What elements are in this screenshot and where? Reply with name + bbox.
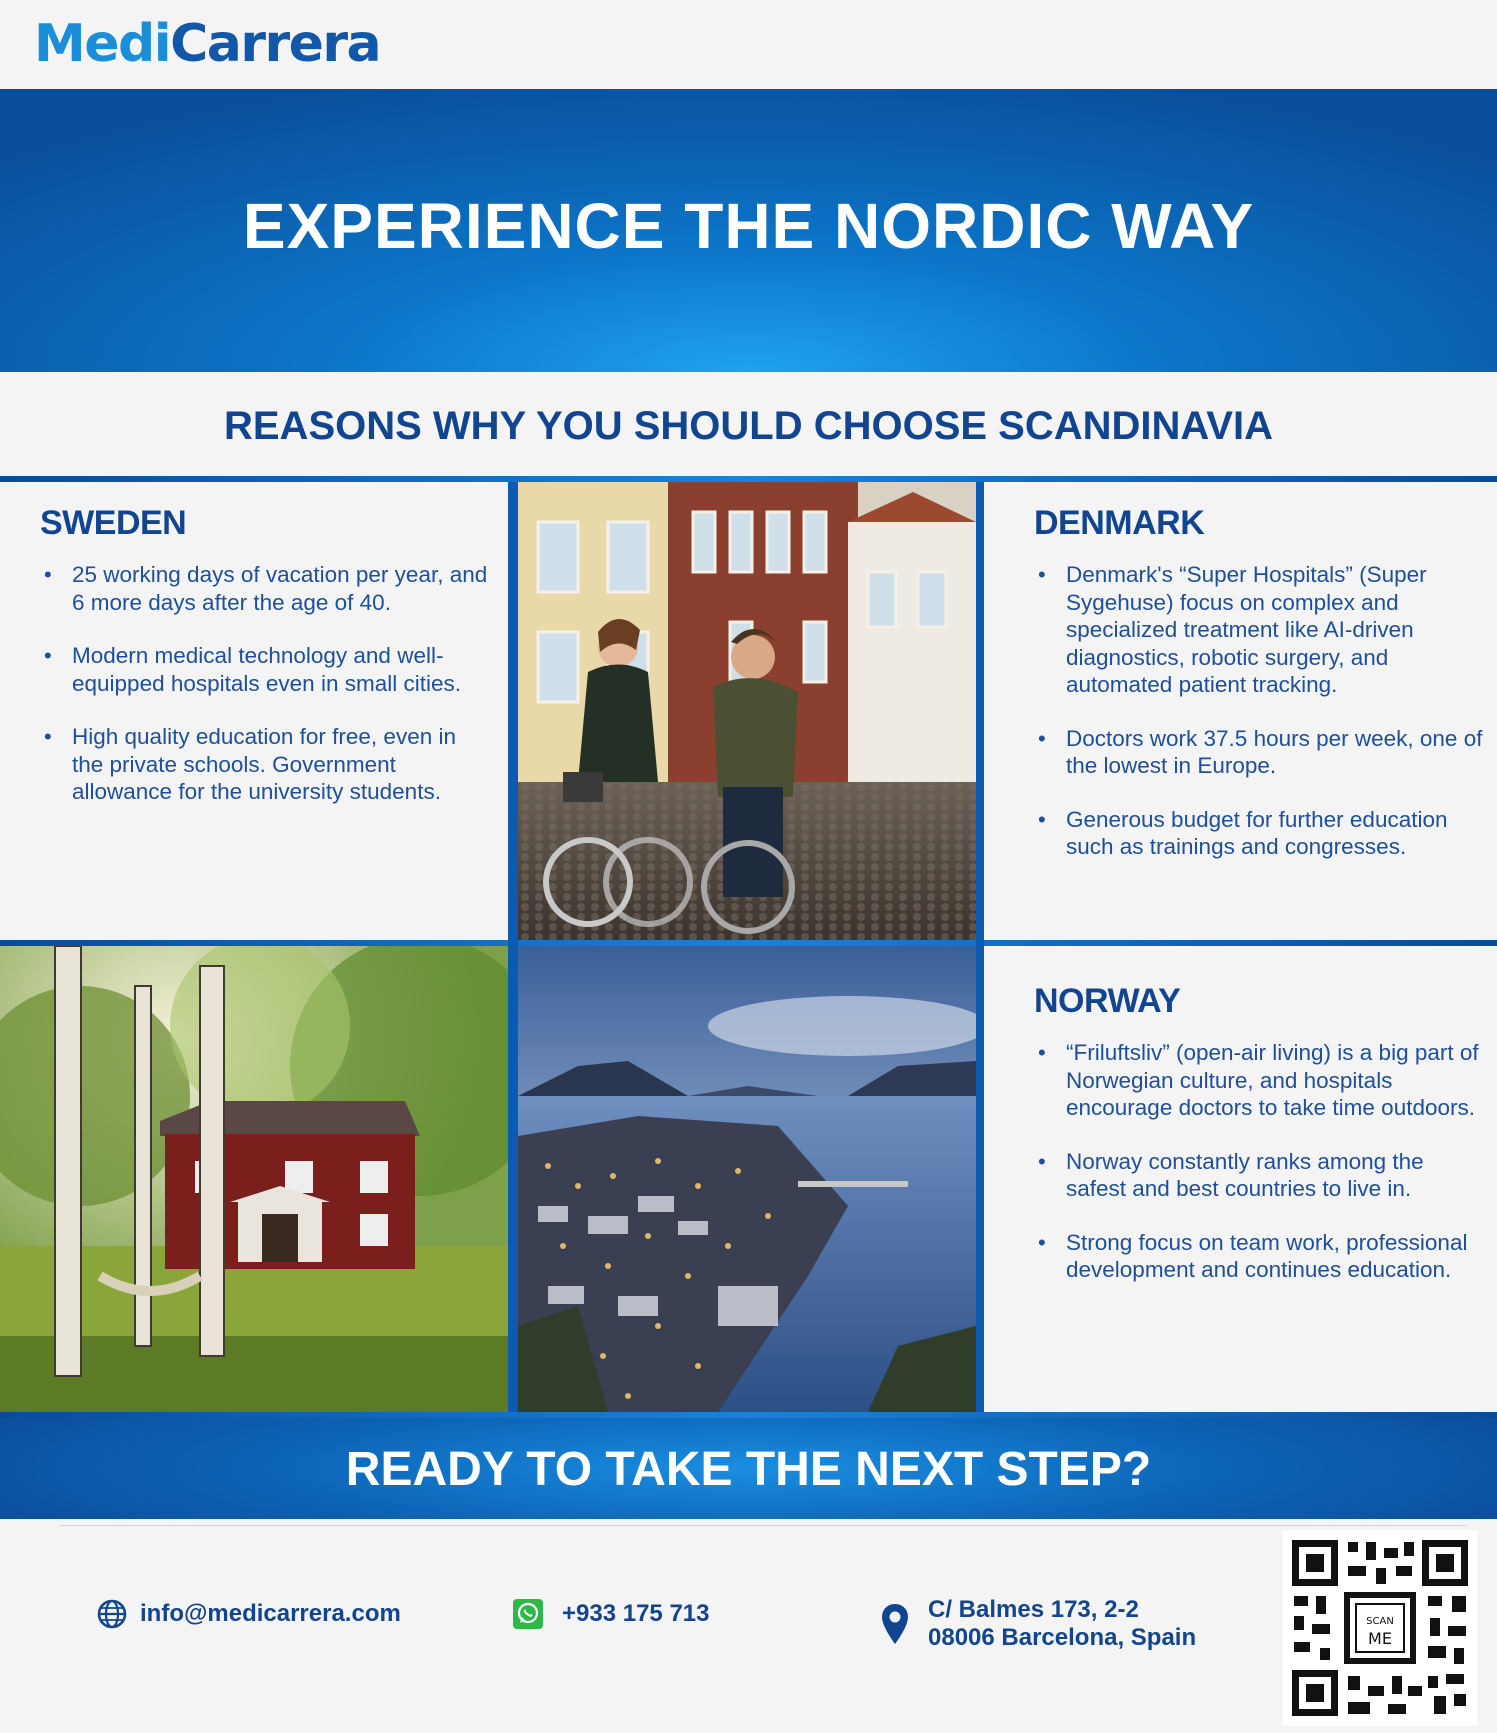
- norway-bullet: • Strong focus on team work, professional development and continues education.: [1034, 1229, 1487, 1284]
- whatsapp-icon: [512, 1598, 544, 1630]
- norway-bullet: • “Friluftsliv” (open-air living) is a big part of Norwegian culture, and hospitals encourage doctors to take time outdoors.: [1034, 1039, 1487, 1122]
- sweden-bullet: • Modern medical technology and well-equipped hospitals even in small cities.: [40, 642, 488, 697]
- norway-panel: [984, 946, 1497, 1412]
- photo-norway-town-dusk: [518, 946, 976, 1412]
- hero-banner: [0, 89, 1497, 372]
- norway-list: [1034, 1039, 1487, 1284]
- reasons-title: REASONS WHY YOU SHOULD CHOOSE SCANDINAVIA: [223, 404, 1273, 448]
- sweden-bullet: • High quality education for free, even in the private schools. Government allowance for the university students.: [40, 723, 488, 806]
- house-forest-illustration: [0, 946, 508, 1412]
- cta-title: READY TO TAKE THE NEXT STEP?: [345, 1443, 1152, 1496]
- qr-code[interactable]: [1282, 1530, 1478, 1726]
- denmark-bullet: • Doctors work 37.5 hours per week, one of the lowest in Europe.: [1034, 725, 1487, 780]
- address-contact[interactable]: [880, 1596, 1196, 1652]
- logo-text-carrera: Carrera: [170, 14, 381, 74]
- phone-text: +933 175 713: [562, 1600, 710, 1627]
- denmark-bullet: • Generous budget for further education such as trainings and congresses.: [1034, 806, 1487, 861]
- norway-heading: NORWAY: [1034, 982, 1181, 1020]
- footer-divider: [60, 1525, 1467, 1526]
- address-text: [928, 1596, 1196, 1652]
- header-bar: [0, 0, 1497, 89]
- address-line-2: 08006 Barcelona, Spain: [928, 1624, 1197, 1651]
- photo-cyclists-street: [518, 482, 976, 940]
- hero-title: EXPERIENCE THE NORDIC WAY: [242, 190, 1255, 262]
- qr-me-label: ME: [1368, 1629, 1392, 1648]
- qr-code-icon: [1288, 1536, 1472, 1720]
- cyclists-illustration: [518, 482, 976, 940]
- sweden-heading: SWEDEN: [40, 504, 187, 542]
- email-text: info@medicarrera.com: [140, 1600, 401, 1627]
- denmark-heading: DENMARK: [1034, 504, 1205, 542]
- divider-vertical-right: [976, 482, 984, 1412]
- cta-banner: [0, 1418, 1497, 1519]
- sweden-list: [40, 561, 488, 806]
- denmark-bullet: • Denmark's “Super Hospitals” (Super Sygehuse) focus on complex and specialized treatment like AI-driven diagnostics, robotic surgery, and automated patient tracking.: [1034, 561, 1487, 699]
- town-dusk-illustration: [518, 946, 976, 1412]
- norway-bullet: • Norway constantly ranks among the safest and best countries to live in.: [1034, 1148, 1487, 1203]
- sweden-panel: [0, 482, 508, 940]
- divider-vertical-left: [508, 482, 518, 1412]
- logo-text-medi: Medi: [34, 14, 171, 74]
- sweden-bullet: • 25 working days of vacation per year, and 6 more days after the age of 40.: [40, 561, 488, 616]
- qr-scan-label: SCAN: [1366, 1616, 1394, 1627]
- denmark-panel: [984, 482, 1497, 940]
- globe-icon: [96, 1598, 128, 1630]
- phone-contact[interactable]: [512, 1598, 709, 1630]
- email-contact[interactable]: [96, 1598, 401, 1630]
- denmark-list: [1034, 561, 1487, 861]
- location-pin-icon: [880, 1602, 910, 1646]
- photo-red-house-forest: [0, 946, 508, 1412]
- address-line-1: C/ Balmes 173, 2-2: [928, 1596, 1139, 1623]
- medicarrera-logo[interactable]: [34, 14, 380, 74]
- reasons-section: [0, 372, 1497, 476]
